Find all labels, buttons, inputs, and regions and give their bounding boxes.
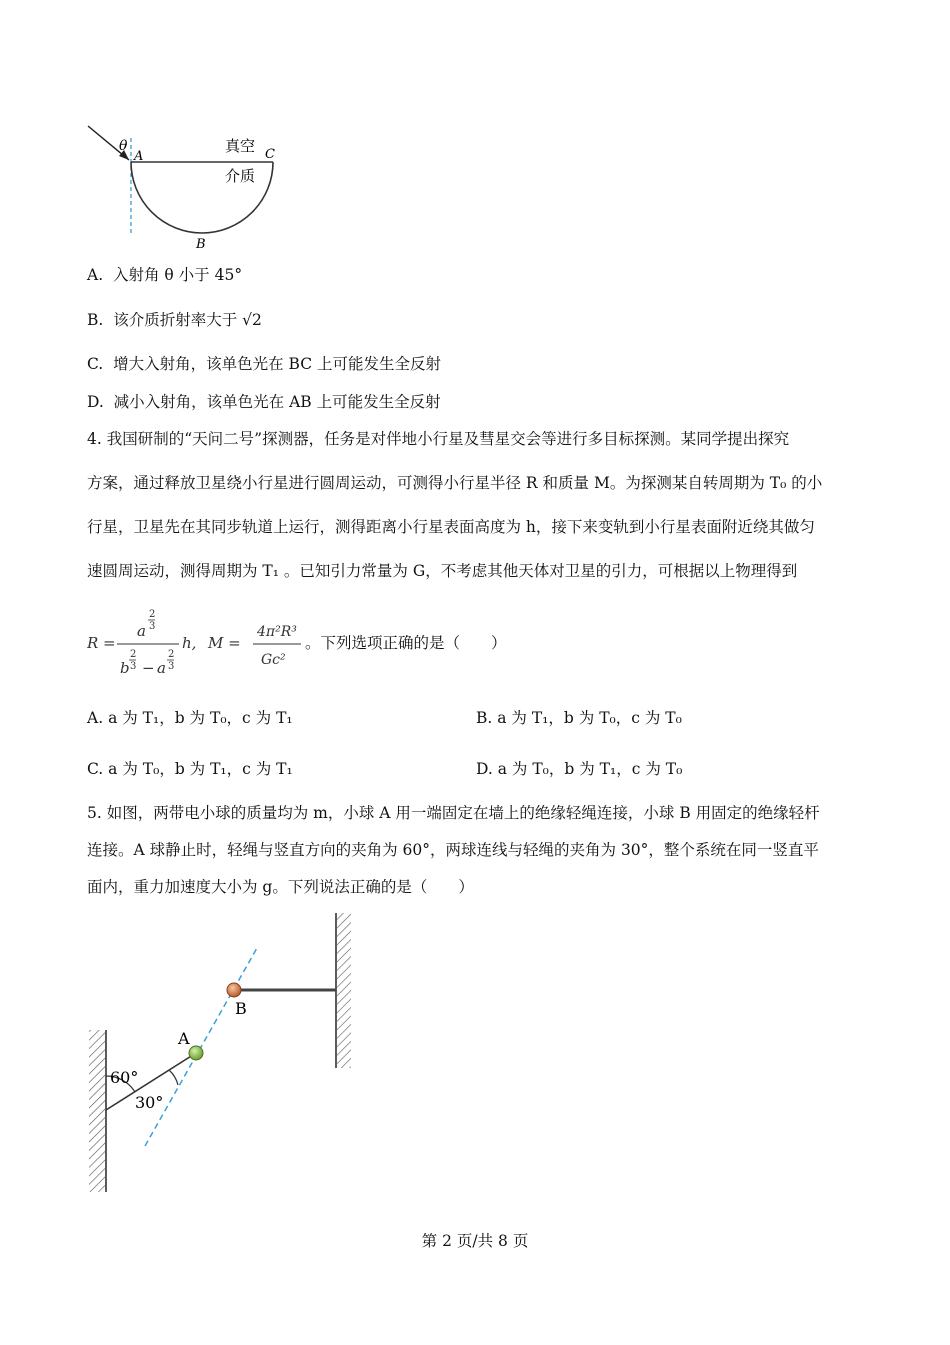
formula-r-suffix: h, <box>182 634 197 652</box>
angle-60-label: 60° <box>110 1068 139 1087</box>
formula-r-lhs: R = <box>87 634 116 652</box>
svg-text:3: 3 <box>168 661 175 672</box>
q4-option-c: C. a 为 T₀，b 为 T₁，c 为 T₁ <box>87 760 293 778</box>
formula-r-den-b: b <box>120 659 130 677</box>
q4-option-d: D. a 为 T₀，b 为 T₁，c 为 T₀ <box>476 760 683 778</box>
page-footer: 第 2 页/共 8 页 <box>421 1232 529 1250</box>
q5-line-2: 连接。A 球静止时，轻绳与竖直方向的夹角为 60°，两球连线与轻绳的夹角为 30°，整个系统在同一竖直平 <box>87 841 819 859</box>
left-wall <box>89 1030 105 1192</box>
q3-option-b-text: 该介质折射率大于 √2 <box>113 311 262 329</box>
q4-line-3: 行星，卫星先在其同步轨道上运行，测得距离小行星表面高度为 h，接下来变轨到小行星表面附近绕其做匀 <box>87 518 815 536</box>
balls-connecting-line <box>145 948 257 1146</box>
ball-a <box>189 1046 203 1060</box>
point-c-label: C <box>265 147 275 162</box>
formula-m-numerator: 4π²R³ <box>257 624 297 640</box>
q3-option-a: A. 入射角 θ 小于 45° <box>87 266 243 284</box>
q3-option-c: C. 增大入射角，该单色光在 BC 上可能发生全反射 <box>87 355 441 373</box>
angle-30-label: 30° <box>135 1093 164 1112</box>
q3-option-c-text: 增大入射角，该单色光在 BC 上可能发生全反射 <box>113 355 441 373</box>
svg-text:3: 3 <box>130 661 137 672</box>
q4-line-1: 4. 我国研制的“天问二号”探测器，任务是对伴地小行星及彗星交会等进行多目标探测。某同学提出探究 <box>87 430 790 448</box>
q4-line-4: 速圆周运动，测得周期为 T₁ 。已知引力常量为 G，不考虑其他天体对卫星的引力，可根据以上物理得到 <box>87 562 798 580</box>
q4-formula <box>87 600 547 682</box>
refraction-figure <box>85 118 285 253</box>
point-a-label: A <box>134 149 144 164</box>
ball-a-label: A <box>178 1029 190 1048</box>
q5-line-3: 面内，重力加速度大小为 g。下列说法正确的是（ ） <box>87 878 474 896</box>
vacuum-label: 真空 <box>225 137 256 155</box>
point-b-label: B <box>196 237 206 252</box>
svg-text:2: 2 <box>149 609 156 620</box>
q3-option-d-text: 减小入射角，该单色光在 AB 上可能发生全反射 <box>113 393 441 411</box>
ball-b <box>227 983 241 997</box>
svg-text:2: 2 <box>130 649 137 660</box>
theta-label: θ <box>119 138 128 154</box>
q4-line-2: 方案，通过释放卫星绕小行星进行圆周运动，可测得小行星半径 R 和质量 M。为探测某自转周期为 T₀ 的小 <box>87 474 823 492</box>
formula-m-denominator: Gc² <box>261 652 286 668</box>
right-wall <box>337 913 351 1068</box>
q3-option-a-text: 入射角 θ 小于 45° <box>112 266 243 284</box>
svg-text:3: 3 <box>149 621 156 632</box>
formula-tail: 。下列选项正确的是（ ） <box>305 634 507 652</box>
charged-balls-figure <box>85 908 360 1198</box>
q4-option-b: B. a 为 T₁，b 为 T₀，c 为 T₀ <box>476 709 682 727</box>
q3-option-b: B. 该介质折射率大于 √2 <box>87 311 262 329</box>
formula-m-lhs: M = <box>208 634 241 652</box>
angle-30-arc <box>169 1070 178 1085</box>
formula-r-den-a: a <box>157 659 166 677</box>
svg-text:−: − <box>142 659 155 677</box>
q3-option-d: D. 减小入射角，该单色光在 AB 上可能发生全反射 <box>87 393 441 411</box>
medium-label: 介质 <box>225 167 256 185</box>
ball-b-label: B <box>235 999 247 1018</box>
formula-r-numerator: a <box>137 622 146 640</box>
q4-option-a: A. a 为 T₁，b 为 T₀，c 为 T₁ <box>87 709 293 727</box>
q5-line-1: 5. 如图，两带电小球的质量均为 m，小球 A 用一端固定在墙上的绝缘轻绳连接，小球 B 用固定的绝缘轻杆 <box>87 804 820 822</box>
svg-text:2: 2 <box>168 649 175 660</box>
